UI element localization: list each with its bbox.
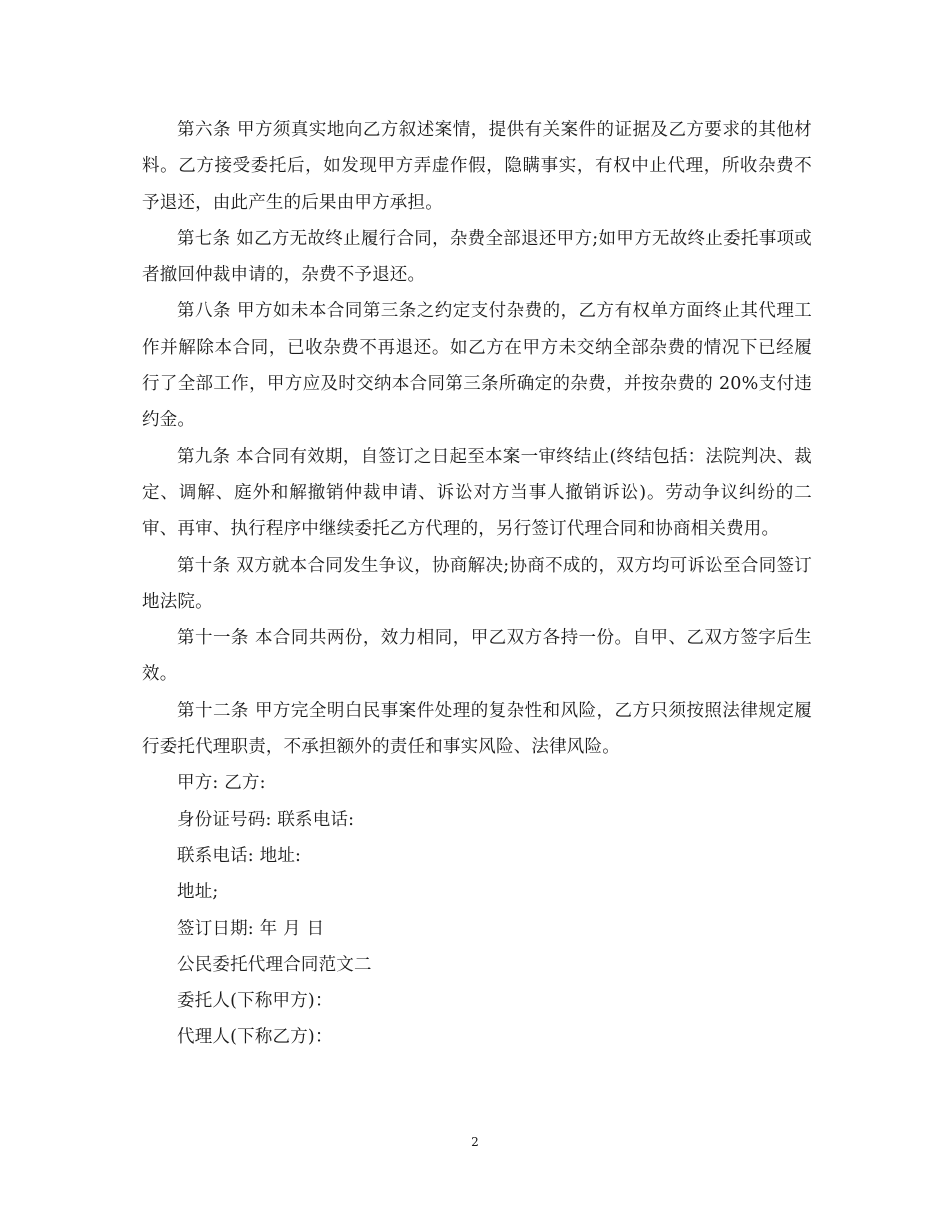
clause-6: 第六条 甲方须真实地向乙方叙述案情，提供有关案件的证据及乙方要求的其他材料。乙方接受委托后，如发现甲方弄虚作假，隐瞒事实，有权中止代理，所收杂费不予退还，由此产生的后果由甲方承担。 <box>142 120 812 213</box>
page-number: 2 <box>471 1135 479 1149</box>
agent-line: 代理人(下称乙方)： <box>177 1027 333 1048</box>
clause-8: 第八条 甲方如未本合同第三条之约定支付杂费的，乙方有权单方面终止其代理工作并解除本合同，已收杂费不再退还。如乙方在甲方未交纳全部杂费的情况下已经履行了全部工作，甲方应及时交纳本合同第三条所确定的杂费，并按杂费的 20%支付违约金。 <box>142 301 812 431</box>
clause-7: 第七条 如乙方无故终止履行合同，杂费全部退还甲方;如甲方无故终止委托事项或者撤回仲裁申请的，杂费不予退还。 <box>142 228 812 286</box>
signature-id-phone: 身份证号码: 联系电话: <box>177 809 355 830</box>
signature-phone-address: 联系电话: 地址: <box>177 845 302 866</box>
principal-line: 委托人(下称甲方)： <box>177 991 333 1012</box>
clause-9: 第九条 本合同有效期，自签订之日起至本案一审终结止(终结包括：法院判决、裁定、调解、庭外和解撤销仲裁申请、诉讼对方当事人撤销诉讼)。劳动争议纠纷的二审、再审、执行程序中继续委托乙方代理的，另行签订代理合同和协商相关费用。 <box>142 446 812 540</box>
clause-10: 第十条 双方就本合同发生争议，协商解决;协商不成的，双方均可诉讼至合同签订地法院。 <box>142 555 812 612</box>
document-body <box>142 112 812 1056</box>
section-title: 公民委托代理合同范文二 <box>177 954 372 975</box>
signature-parties: 甲方: 乙方: <box>177 773 266 794</box>
signature-address: 地址; <box>177 882 219 903</box>
signing-date: 签订日期: 年 月 日 <box>177 918 325 939</box>
clause-11: 第十一条 本合同共两份，效力相同，甲乙双方各持一份。自甲、乙双方签字后生效。 <box>142 628 812 685</box>
clause-12: 第十二条 甲方完全明白民事案件处理的复杂性和风险，乙方只须按照法律规定履行委托代理职责，不承担额外的责任和事实风险、法律风险。 <box>142 700 812 758</box>
